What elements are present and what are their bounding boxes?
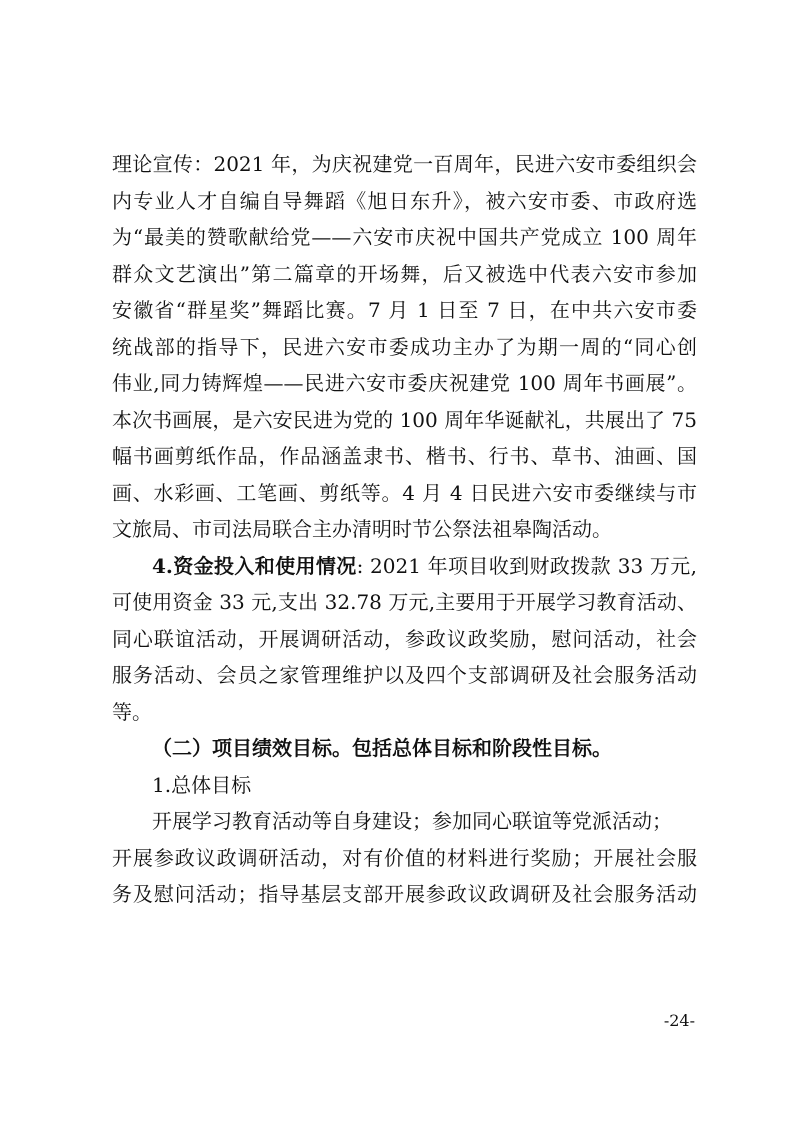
- funding-heading: 4.资金投入和使用情况: [152, 553, 357, 578]
- text-line: 务及慰问活动；指导基层支部开展参政议政调研及社会服务活动: [112, 882, 697, 906]
- text-line: 画、水彩画、工笔画、剪纸等。4 月 4 日民进六安市委继续与市: [112, 480, 697, 505]
- text-line: 统战部的指导下，民进六安市委成功主办了为期一周的“同心创: [112, 334, 697, 359]
- text-line: 开展学习教育活动等自身建设；参加同心联谊等党派活动；: [152, 809, 672, 833]
- text-line: 理论宣传：2021 年，为庆祝建党一百周年，民进六安市委组织会: [112, 152, 697, 176]
- subheading: 1.总体目标: [152, 772, 252, 797]
- paragraph-1: [112, 146, 697, 548]
- text-line: 同心联谊活动，开展调研活动，参政议政奖励，慰问活动，社会: [112, 626, 697, 651]
- text-line: 本次书画展，是六安民进为党的 100 周年华诞献礼，共展出了 75: [112, 407, 697, 432]
- funding-heading-rest: : 2021 年项目收到财政拨款 33 万元,: [356, 553, 697, 578]
- text-line: 幅书画剪纸作品，作品涵盖隶书、楷书、行书、草书、油画、国: [112, 444, 697, 468]
- text-line: 可使用资金 33 元,支出 32.78 万元,主要用于开展学习教育活动、: [112, 590, 697, 614]
- section-heading: （二）项目绩效目标。包括总体目标和阶段性目标。: [152, 736, 612, 760]
- text-line: 开展参政议政调研活动，对有价值的材料进行奖励；开展社会服: [112, 845, 697, 870]
- document-body: [112, 146, 697, 913]
- text-line: 群众文艺演出”第二篇章的开场舞，后又被选中代表六安市参加: [112, 261, 697, 286]
- page-number: -24-: [663, 1011, 695, 1030]
- text-line: 服务活动、会员之家管理维护以及四个支部调研及社会服务活动: [112, 663, 697, 687]
- text-line: 内专业人才自编自导舞蹈《旭日东升》，被六安市委、市政府选: [112, 188, 697, 213]
- text-line: 等。: [112, 699, 152, 724]
- text-line: 为“最美的赞歌献给党——六安市庆祝中国共产党成立 100 周年: [112, 225, 697, 249]
- text-line: [112, 548, 697, 585]
- paragraph-2: [112, 548, 697, 731]
- paragraph-3: [112, 803, 697, 913]
- text-line: 安徽省“群星奖”舞蹈比赛。7 月 1 日至 7 日，在中共六安市委: [112, 298, 697, 322]
- text-line: 伟业,同力铸辉煌——民进六安市委庆祝建党 100 周年书画展”。: [112, 371, 697, 395]
- text-line: 文旅局、市司法局联合主办清明时节公祭法祖皋陶活动。: [112, 517, 612, 541]
